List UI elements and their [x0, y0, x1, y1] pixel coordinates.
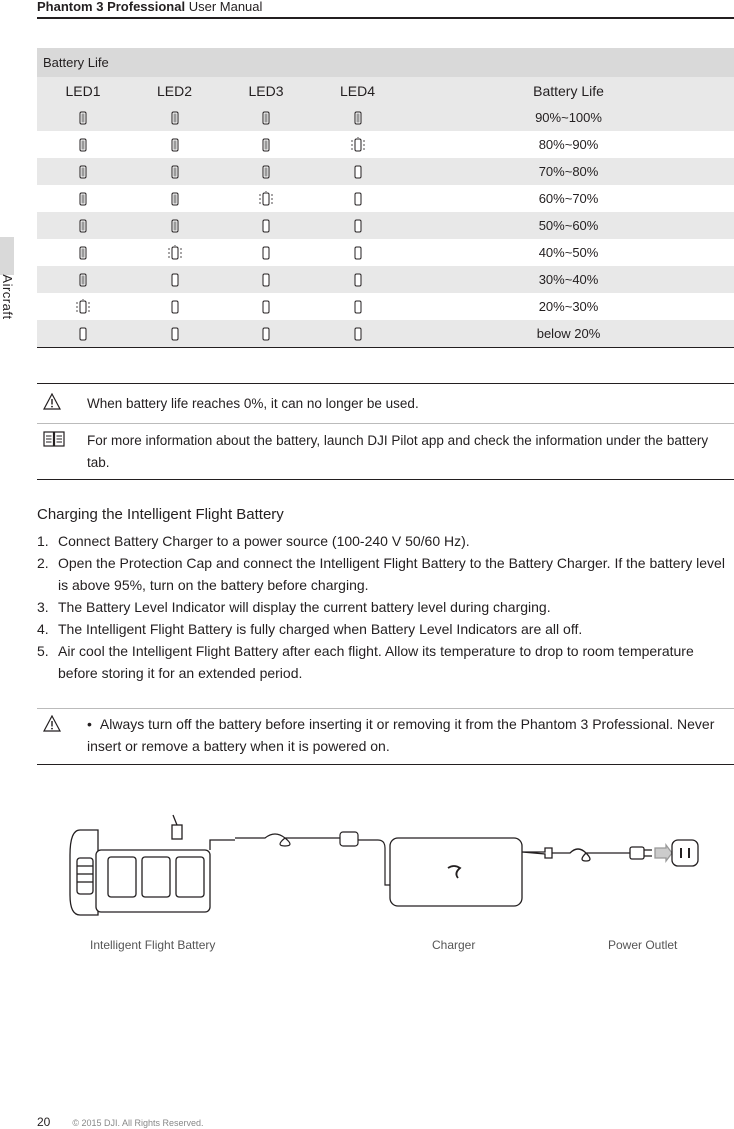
table-caption: Battery Life [37, 48, 734, 77]
header-product: Phantom 3 Professional [37, 0, 186, 14]
list-item: 2. Open the Protection Cap and connect the Intelligent Flight Battery to the Battery Charger. If the battery level is above 95%, turn on the battery before charging. [37, 555, 725, 593]
led-indicator-icon [75, 164, 91, 180]
battery-life-cell: 70%~80% [403, 158, 734, 185]
led-indicator-icon [258, 299, 274, 315]
info-text: For more information about the battery, launch DJI Pilot app and check the information under the battery tab. [87, 433, 709, 470]
led-indicator-icon [258, 164, 274, 180]
battery-life-cell: below 20% [403, 320, 734, 348]
battery-life-cell: 90%~100% [403, 104, 734, 131]
table-row [37, 131, 734, 158]
led-cell [129, 131, 220, 158]
table-header-row [37, 77, 734, 104]
led-indicator-icon [167, 245, 183, 261]
manual-book-icon [43, 431, 65, 454]
side-tab-label: Aircraft [0, 274, 15, 320]
header-doc-title: User Manual [185, 0, 263, 14]
outlet-label: Power Outlet [608, 938, 678, 952]
led-cell [220, 158, 312, 185]
led-cell [129, 239, 220, 266]
led-indicator-icon [167, 191, 183, 207]
led-indicator-icon [258, 272, 274, 288]
table-row [37, 320, 734, 348]
led-cell [37, 185, 129, 212]
led-indicator-icon [258, 137, 274, 153]
led-indicator-icon [258, 218, 274, 234]
page-number: 20 [37, 1115, 51, 1129]
led-indicator-icon [258, 110, 274, 126]
led-indicator-icon [75, 326, 91, 342]
table-row [37, 239, 734, 266]
table-row [37, 158, 734, 185]
warning-text: • Always turn off the battery before inserting it or removing it from the Phantom 3 Professional. Never insert or remove a battery when it is powered on. [87, 716, 715, 754]
led-cell [37, 131, 129, 158]
led-cell [129, 104, 220, 131]
led-indicator-icon [350, 110, 366, 126]
battery-illustration [70, 815, 235, 915]
led-cell [312, 131, 403, 158]
led-indicator-icon [167, 218, 183, 234]
copyright: © 2015 DJI. All Rights Reserved. [72, 1118, 204, 1128]
battery-life-cell: 20%~30% [403, 293, 734, 320]
led-cell [37, 266, 129, 293]
charging-steps [37, 530, 734, 684]
led-cell [129, 185, 220, 212]
led-cell [37, 293, 129, 320]
led-indicator-icon [167, 326, 183, 342]
battery-life-cell: 80%~90% [403, 131, 734, 158]
led-cell [312, 158, 403, 185]
led-indicator-icon [350, 137, 366, 153]
table-row [37, 266, 734, 293]
battery-life-cell: 50%~60% [403, 212, 734, 239]
battery-life-cell: 40%~50% [403, 239, 734, 266]
led-indicator-icon [75, 110, 91, 126]
led-cell [129, 266, 220, 293]
led-indicator-icon [350, 326, 366, 342]
led-indicator-icon [258, 326, 274, 342]
cable [235, 832, 390, 885]
section-title: Charging the Intelligent Flight Battery [37, 506, 284, 523]
led-indicator-icon [350, 272, 366, 288]
led-cell [312, 185, 403, 212]
charging-diagram [60, 810, 710, 920]
column-header: Battery Life [403, 77, 734, 104]
led-cell [312, 212, 403, 239]
led-indicator-icon [350, 299, 366, 315]
led-indicator-icon [167, 137, 183, 153]
table-row [37, 293, 734, 320]
led-cell [37, 158, 129, 185]
led-cell [37, 104, 129, 131]
led-indicator-icon [350, 191, 366, 207]
led-cell [312, 266, 403, 293]
led-cell [312, 104, 403, 131]
led-cell [220, 104, 312, 131]
led-cell [129, 158, 220, 185]
warning-triangle-icon [43, 715, 61, 739]
led-indicator-icon [350, 245, 366, 261]
charger-label: Charger [432, 938, 476, 952]
list-item: 3. The Battery Level Indicator will display the current battery level during charging. [37, 599, 551, 615]
list-item: 4. The Intelligent Flight Battery is fully charged when Battery Level Indicators are all off. [37, 621, 583, 637]
table-row [37, 185, 734, 212]
charger-illustration [390, 838, 652, 906]
battery-life-table [37, 48, 734, 348]
led-indicator-icon [167, 164, 183, 180]
led-indicator-icon [167, 299, 183, 315]
page-header [37, 0, 734, 19]
battery-life-cell: 30%~40% [403, 266, 734, 293]
led-cell [37, 212, 129, 239]
column-header: LED4 [312, 77, 403, 104]
battery-label: Intelligent Flight Battery [90, 938, 216, 952]
led-indicator-icon [350, 164, 366, 180]
led-indicator-icon [75, 191, 91, 207]
led-indicator-icon [258, 191, 274, 207]
column-header: LED3 [220, 77, 312, 104]
led-cell [220, 293, 312, 320]
led-cell [220, 131, 312, 158]
led-indicator-icon [75, 272, 91, 288]
page-footer [37, 1115, 204, 1129]
led-cell [220, 320, 312, 348]
divider [37, 423, 734, 424]
led-indicator-icon [75, 245, 91, 261]
led-cell [220, 266, 312, 293]
led-cell [312, 293, 403, 320]
divider [37, 479, 734, 480]
led-cell [37, 320, 129, 348]
column-header: LED2 [129, 77, 220, 104]
warning-text: When battery life reaches 0%, it can no longer be used. [87, 396, 419, 411]
led-indicator-icon [258, 245, 274, 261]
led-indicator-icon [75, 299, 91, 315]
divider [37, 764, 734, 765]
led-cell [129, 320, 220, 348]
table-row [37, 104, 734, 131]
led-cell [129, 212, 220, 239]
led-indicator-icon [75, 137, 91, 153]
led-cell [220, 212, 312, 239]
led-cell [220, 185, 312, 212]
warning-triangle-icon [43, 393, 61, 417]
led-indicator-icon [75, 218, 91, 234]
power-outlet-illustration [655, 840, 698, 866]
led-indicator-icon [167, 272, 183, 288]
divider [37, 708, 734, 709]
led-indicator-icon [350, 218, 366, 234]
led-cell [312, 320, 403, 348]
table-row [37, 212, 734, 239]
battery-life-cell: 60%~70% [403, 185, 734, 212]
led-cell [220, 239, 312, 266]
led-indicator-icon [167, 110, 183, 126]
led-cell [129, 293, 220, 320]
led-cell [37, 239, 129, 266]
column-header: LED1 [37, 77, 129, 104]
list-item: 1. Connect Battery Charger to a power source (100-240 V 50/60 Hz). [37, 533, 470, 549]
list-item: 5. Air cool the Intelligent Flight Battery after each flight. Allow its temperature to drop to room temperature before storing it for an extended period. [37, 643, 694, 681]
led-cell [312, 239, 403, 266]
divider [37, 383, 734, 384]
